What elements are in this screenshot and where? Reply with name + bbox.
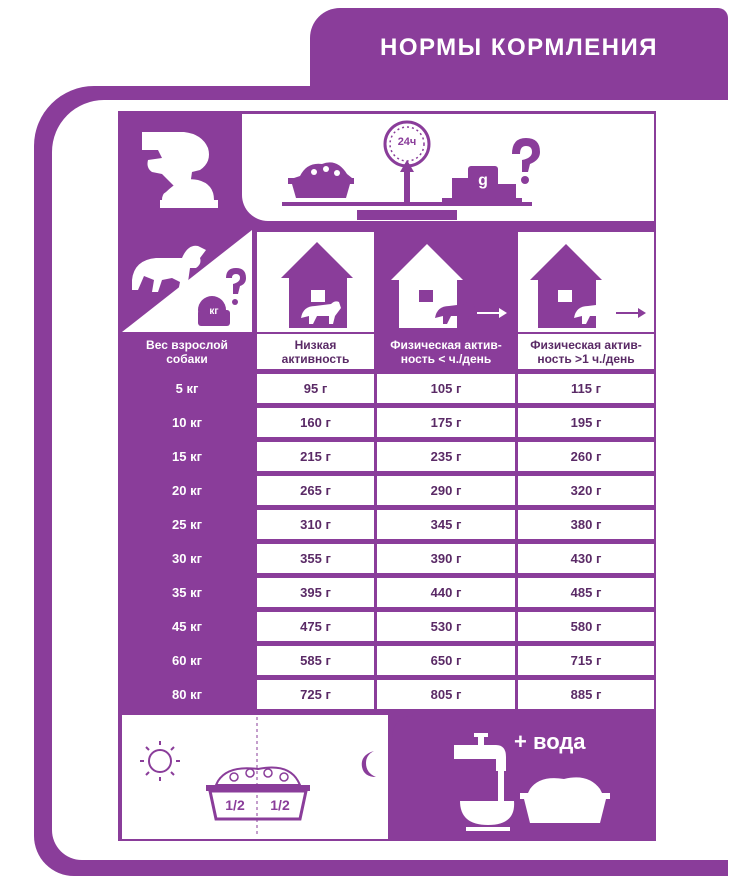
cell-weight: 35 кг bbox=[172, 585, 202, 600]
header-low: Низкая активность bbox=[257, 334, 374, 369]
cell-mid: 805 г bbox=[377, 680, 515, 709]
cell-weight: 15 кг bbox=[172, 449, 202, 464]
cell-high: 115 г bbox=[518, 374, 654, 403]
cell-weight: 60 кг bbox=[172, 653, 202, 668]
water-label: + вода bbox=[514, 729, 586, 754]
day-night-bowl-icon bbox=[122, 715, 388, 839]
half-left-label: 1/2 bbox=[225, 797, 245, 813]
cell-mid: 440 г bbox=[377, 578, 515, 607]
high-activity-icon-cell bbox=[518, 232, 654, 332]
cell-mid: 530 г bbox=[377, 612, 515, 641]
portion-box bbox=[122, 715, 388, 839]
cell-high: 885 г bbox=[518, 680, 654, 709]
cell-high: 430 г bbox=[518, 544, 654, 573]
dog-weight-icon bbox=[122, 230, 252, 332]
cell-high: 715 г bbox=[518, 646, 654, 675]
cell-low: 160 г bbox=[257, 408, 374, 437]
page-title: НОРМЫ КОРМЛЕНИЯ bbox=[379, 34, 659, 61]
cell-high: 580 г bbox=[518, 612, 654, 641]
cell-low: 265 г bbox=[257, 476, 374, 505]
cell-weight: 5 кг bbox=[175, 381, 199, 396]
cell-mid: 390 г bbox=[377, 544, 515, 573]
clock-label: 24ч bbox=[397, 136, 417, 148]
cell-mid: 175 г bbox=[377, 408, 515, 437]
hand-bowl-block bbox=[122, 114, 240, 219]
cell-weight: 10 кг bbox=[172, 415, 202, 430]
cell-high: 485 г bbox=[518, 578, 654, 607]
weight-g-label: g bbox=[478, 172, 488, 189]
cell-weight: 25 кг bbox=[172, 517, 202, 532]
water-box bbox=[392, 715, 654, 839]
cell-high: 320 г bbox=[518, 476, 654, 505]
cell-weight: 45 кг bbox=[172, 619, 202, 634]
cell-mid: 105 г bbox=[377, 374, 515, 403]
weight-kg-label: кг bbox=[209, 306, 219, 317]
cell-weight: 30 кг bbox=[172, 551, 202, 566]
cell-weight: 20 кг bbox=[172, 483, 202, 498]
mid-activity-icon-cell bbox=[377, 232, 515, 332]
low-activity-icon-cell bbox=[257, 232, 374, 332]
cell-weight: 80 кг bbox=[172, 687, 202, 702]
cell-high: 260 г bbox=[518, 442, 654, 471]
house-dog-arrow-icon bbox=[377, 232, 515, 332]
house-dog-icon bbox=[257, 232, 374, 332]
cell-low: 725 г bbox=[257, 680, 374, 709]
cell-mid: 235 г bbox=[377, 442, 515, 471]
cell-low: 310 г bbox=[257, 510, 374, 539]
dog-weight-cell bbox=[122, 230, 252, 332]
header-weight: Вес взрослой собаки bbox=[146, 338, 228, 366]
cell-low: 395 г bbox=[257, 578, 374, 607]
cell-low: 475 г bbox=[257, 612, 374, 641]
cell-mid: 290 г bbox=[377, 476, 515, 505]
cell-low: 355 г bbox=[257, 544, 374, 573]
cell-low: 585 г bbox=[257, 646, 374, 675]
house-dog-arrow-icon bbox=[518, 232, 654, 332]
scale-box bbox=[242, 114, 654, 221]
cell-high: 380 г bbox=[518, 510, 654, 539]
header-high: Физическая актив- ность >1 ч./день bbox=[518, 334, 654, 369]
cell-high: 195 г bbox=[518, 408, 654, 437]
cell-mid: 345 г bbox=[377, 510, 515, 539]
scale-icon bbox=[242, 114, 654, 221]
header-mid: Физическая актив- ность < ч./день bbox=[390, 338, 502, 366]
cell-mid: 650 г bbox=[377, 646, 515, 675]
cell-low: 215 г bbox=[257, 442, 374, 471]
hand-feeding-icon bbox=[122, 114, 240, 219]
cell-low: 95 г bbox=[257, 374, 374, 403]
half-right-label: 1/2 bbox=[270, 797, 290, 813]
